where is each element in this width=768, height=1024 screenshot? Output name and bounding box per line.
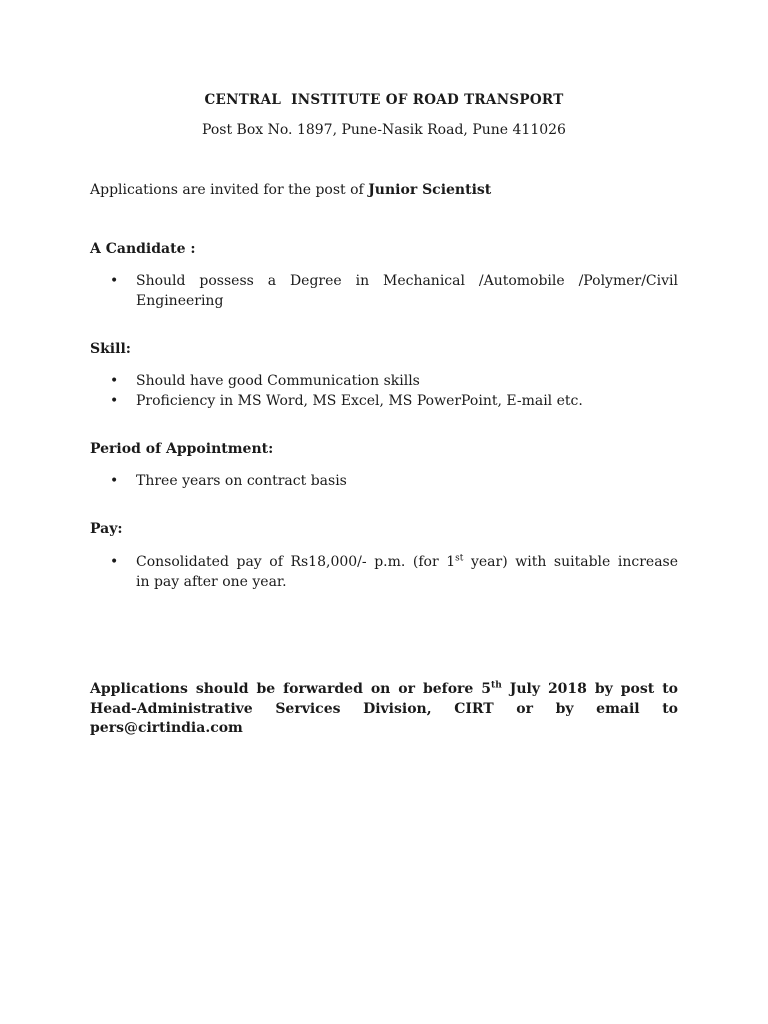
page-title: CENTRAL INSTITUTE OF ROAD TRANSPORT	[204, 92, 564, 108]
candidate-item-line1: • Should possess a Degree in Mechanical /Automobile /Polymer/Civil	[136, 273, 678, 289]
pay-item-line2: in pay after one year.	[136, 574, 287, 590]
list-item: • Three years on contract basis	[90, 471, 678, 491]
contact-email: pers@cirtindia.com	[90, 720, 243, 736]
intro-paragraph	[90, 182, 491, 198]
application-instructions	[90, 680, 678, 739]
post-name: Junior Scientist	[368, 182, 492, 198]
intro-text: Applications are invited for the post of	[90, 182, 369, 198]
list-item	[90, 271, 678, 311]
skill-heading: Skill:	[90, 341, 131, 357]
footer-text-sup: th	[491, 680, 502, 691]
pay-heading: Pay:	[90, 521, 123, 537]
candidate-heading: A Candidate :	[90, 241, 196, 257]
pay-text-a: Consolidated pay of Rs18,000/- p.m. (for 1	[136, 554, 456, 570]
period-list	[90, 471, 678, 491]
candidate-list	[90, 271, 678, 311]
institute-address: Post Box No. 1897, Pune-Nasik Road, Pune 411026	[202, 122, 566, 138]
skill-list	[90, 371, 678, 411]
pay-text-sup: st	[455, 553, 464, 564]
pay-text-b: year) with suitable increase	[463, 554, 679, 570]
pay-list	[90, 552, 678, 592]
list-item: • Proficiency in MS Word, MS Excel, MS PowerPoint, E-mail etc.	[90, 391, 678, 411]
period-heading: Period of Appointment:	[90, 441, 274, 457]
footer-line2: Head-Administrative Services Division, CIRT or by email to	[90, 700, 678, 717]
list-item	[90, 552, 678, 592]
footer-text-b: July 2018 by post to	[501, 681, 679, 697]
footer-text-a: Applications should be forwarded on or before 5	[90, 681, 492, 697]
candidate-item-line2: Engineering	[136, 293, 224, 309]
list-item: • Should have good Communication skills	[90, 371, 678, 391]
footer-line1	[90, 680, 678, 700]
pay-item-line1	[136, 552, 678, 572]
